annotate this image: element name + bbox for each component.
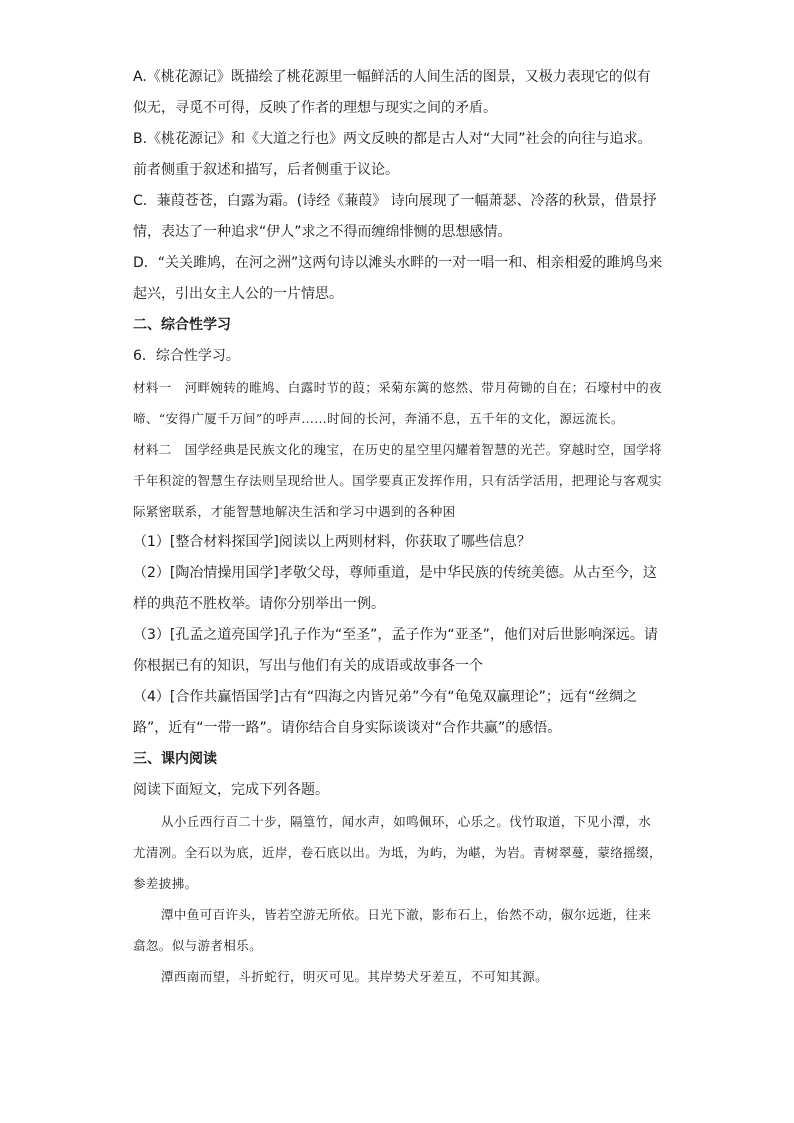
option-c: C．蒹葭苍苍，白露为霜。(诗经《蒹葭》 诗向展现了一幅萧瑟、冷落的秋景，借景抒情，表达了一种追求“伊人”求之不得而缠绵悱恻的思想感情。 bbox=[133, 193, 657, 240]
sub-question-1: （1）[整合材料探国学]阅读以上两则材料，你获取了哪些信息？ bbox=[133, 534, 531, 550]
section-heading-comprehensive: 二、综合性学习 bbox=[133, 317, 231, 333]
option-d: D．“关关雎鸠，在河之洲”这两句诗以滩头水畔的一对一唱一和、相亲相爱的雎鸠鸟来起兴，引出女主人公的一片情思。 bbox=[133, 255, 663, 302]
passage-paragraph: 潭西南而望，斗折蛇行，明灭可见。其岸势犬牙差互，不可知其源。 bbox=[161, 969, 549, 984]
material-two: 材料二 国学经典是民族文化的瑰宝，在历史的星空里闪耀着智慧的光芒。穿越时空，国学将千年积淀的智慧生存法则呈现给世人。国学要真正发挥作用，只有活学活用，把理论与客观实际紧密联系，才能智慧地解决生活和学习中遇到的各种困 bbox=[133, 442, 662, 519]
sub-question-3: （3）[孔孟之道亮国学]孔子作为“至圣”，孟子作为“亚圣”，他们对后世影响深远。请你根据已有的知识，写出与他们有关的成语或故事各一个 bbox=[133, 627, 658, 674]
sub-question-2: （2）[陶冶情操用国学]孝敬父母，尊师重道，是中华民族的传统美德。从古至今，这样的典范不胜枚举。请你分别举出一例。 bbox=[133, 565, 657, 612]
option-b: B.《桃花源记》和《大道之行也》两文反映的都是古人对“大同”社会的向往与追求。前者侧重于叙述和描写，后者侧重于议论。 bbox=[133, 131, 652, 178]
reading-instruction: 阅读下面短文，完成下列各题。 bbox=[133, 782, 329, 798]
sub-question-4: （4）[合作共赢悟国学]古有“四海之内皆兄弟”今有“龟兔双赢理论”；远有“丝绸之路”，近有“一带一路”。请你结合自身实际谈谈对“合作共赢”的感悟。 bbox=[133, 689, 638, 736]
question-6: 6．综合性学习。 bbox=[133, 348, 240, 364]
section-heading-reading: 三、课内阅读 bbox=[133, 751, 217, 767]
material-one: 材料一 河畔婉转的睢鸠、白露时节的葭；采菊东篱的悠然、带月荷锄的自在；石壕村中的夜啼、“安得广厦千万间”的呼声……时间的长河，奔涌不息，五千年的文化，源远流长。 bbox=[133, 380, 662, 426]
page-content bbox=[133, 62, 663, 992]
passage-paragraph: 潭中鱼可百许头，皆若空游无所依。日光下澈，影布石上，佁然不动，俶尔远逝，往来翕忽。似与游者相乐。 bbox=[133, 907, 652, 953]
passage-paragraph: 从小丘西行百二十步，隔篁竹，闻水声，如鸣佩环，心乐之。伐竹取道，下见小潭，水尤清冽。全石以为底，近岸，卷石底以出。为坻，为屿，为嵁，为岩。青树翠蔓，蒙络摇缀，参差披拂。 bbox=[133, 814, 662, 891]
option-a: A.《桃花源记》既描绘了桃花源里一幅鲜活的人间生活的图景，又极力表现它的似有似无，寻觅不可得，反映了作者的理想与现实之间的矛盾。 bbox=[133, 69, 651, 116]
